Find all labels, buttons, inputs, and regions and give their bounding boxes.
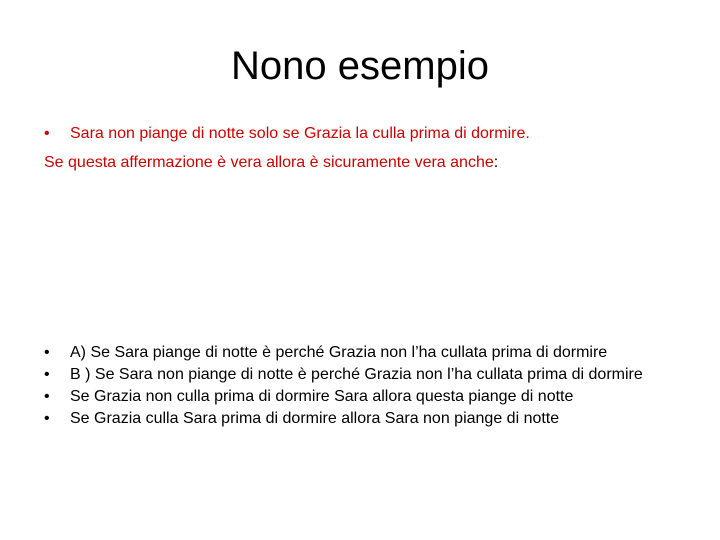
answer-option (44, 342, 684, 364)
option-bullet: • (44, 388, 50, 405)
option-text: Se Grazia non culla prima di dormire Sara allora questa piange di notte (70, 388, 574, 405)
statement-bullet: • (44, 125, 50, 142)
option-text: B ) Se Sara non piange di notte è perché Grazia non l’ha cullata prima di dormire (70, 366, 643, 383)
option-text: Se Grazia culla Sara prima di dormire allora Sara non piange di notte (70, 410, 560, 427)
statement-text: Sara non piange di notte solo se Grazia la culla prima di dormire. (70, 125, 530, 142)
question-colon: : (493, 154, 499, 171)
answer-options-list (44, 342, 684, 430)
option-text: A) Se Sara piange di notte è perché Grazia non l’ha cullata prima di dormire (70, 344, 608, 361)
answer-option (44, 364, 684, 386)
answer-option (44, 386, 684, 408)
question-text: Se questa affermazione è vera allora è sicuramente vera anche (44, 154, 494, 171)
slide-title: Nono esempio (231, 44, 489, 88)
option-bullet: • (44, 344, 50, 361)
statement-line (44, 123, 684, 145)
answer-option (44, 408, 684, 430)
option-bullet: • (44, 366, 50, 383)
option-bullet: • (44, 410, 50, 427)
question-line (44, 152, 684, 174)
